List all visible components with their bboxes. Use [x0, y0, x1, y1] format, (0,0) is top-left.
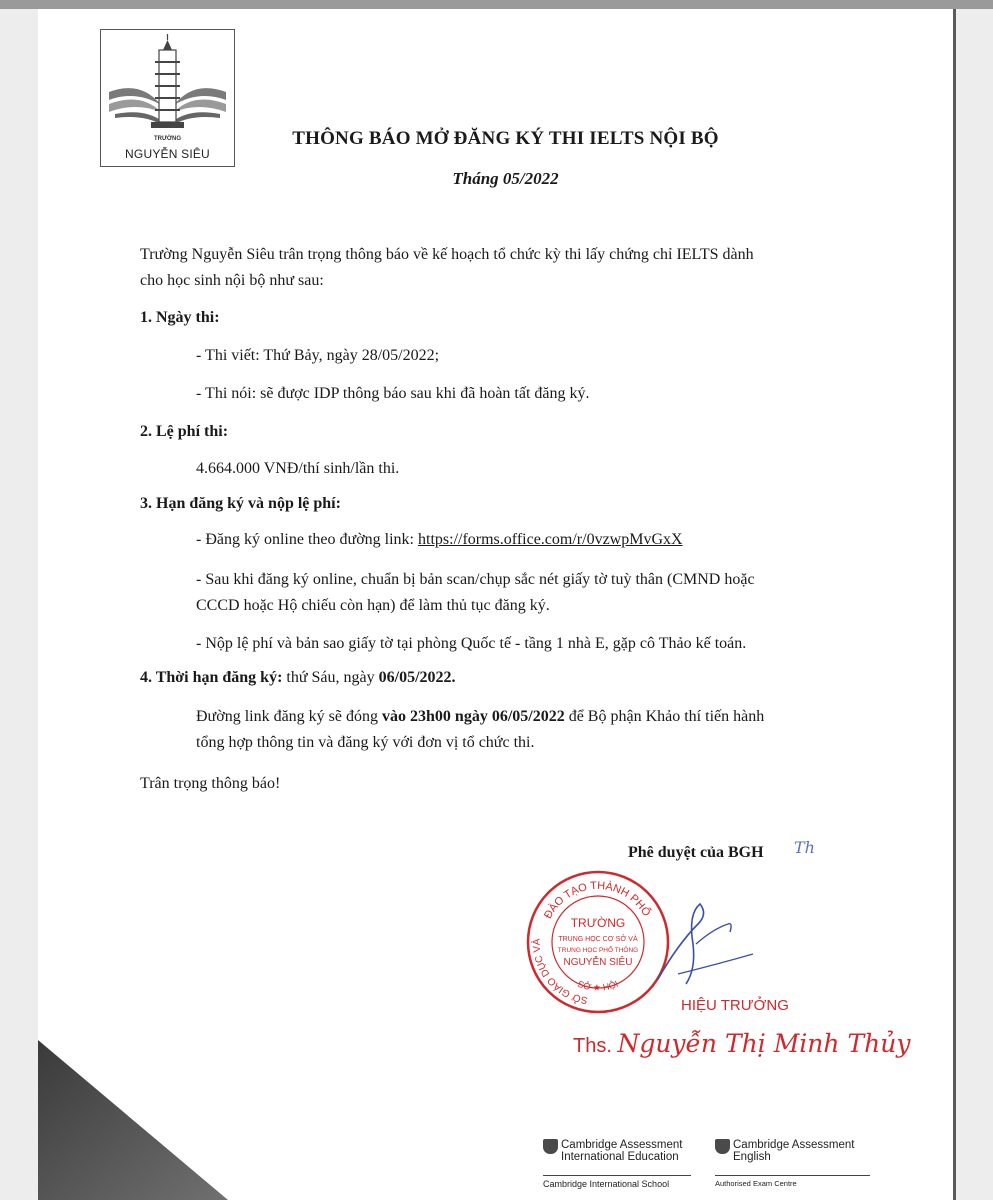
approval-signature-block [518, 829, 911, 1069]
section-4-heading [140, 665, 456, 691]
cambridge-english-subtitle: Authorised Exam Centre [715, 1175, 870, 1188]
closing-line: Trân trọng thông báo! [140, 775, 281, 792]
svg-text:SỞ ★ HỘI: SỞ ★ HỘI [576, 978, 620, 993]
partner-logos [543, 1139, 873, 1199]
approval-initials [790, 829, 840, 859]
principal-fullname: Nguyễn Thị Minh Thủy [617, 1029, 911, 1058]
principal-title: HIỆU TRƯỞNG [681, 997, 789, 1014]
deadline-detail-line-1 [196, 704, 764, 730]
svg-text:TRƯỜNG: TRƯỜNG [570, 916, 626, 930]
svg-text:Th: Th [794, 838, 815, 857]
approval-label: Phê duyệt của BGH [628, 844, 764, 861]
deadline-date: 06/05/2022. [378, 669, 456, 686]
viewer-right-edge [953, 9, 956, 1200]
cambridge-shield-icon [543, 1139, 558, 1154]
decorative-corner-triangle [38, 1040, 228, 1200]
svg-text:TRUNG HỌC CƠ SỞ VÀ: TRUNG HỌC CƠ SỞ VÀ [558, 936, 638, 943]
deadline-detail-c: để Bộ phận Khảo thí tiến hành [564, 708, 765, 725]
logo-school-name: NGUYỄN SIÊU [125, 147, 210, 161]
viewer-top-bar [0, 0, 993, 9]
payment-instruction: - Nộp lệ phí và bản sao giấy tờ tại phòng Quốc tế - tầng 1 nhà E, gặp cô Thảo kế toán. [196, 635, 747, 652]
deadline-detail-line-2: tổng hợp thông tin và đăng ký với đơn vị tổ chức thi. [196, 734, 535, 751]
document-page [38, 9, 953, 1200]
logo-label-small: TRƯỜNG [153, 136, 182, 142]
principal-signature-scribble [638, 884, 768, 994]
deadline-day: thứ Sáu, ngày [282, 669, 379, 686]
cambridge-english-logo: Cambridge Assessment English [715, 1139, 854, 1163]
cambridge-international-subtitle: Cambridge International School [543, 1175, 691, 1189]
section-2-heading: 2. Lệ phí thi: [140, 423, 229, 440]
deadline-label: 4. Thời hạn đăng ký: [140, 669, 283, 686]
exam-fee: 4.664.000 VNĐ/thí sinh/lần thi. [196, 460, 400, 477]
registration-link-line [196, 527, 683, 553]
principal-name [573, 1029, 910, 1058]
registration-link-prefix: - Đăng ký online theo đường link: [196, 531, 418, 548]
svg-text:SỞ GIÁO DỤC VÀ: SỞ GIÁO DỤC VÀ [531, 938, 589, 1006]
intro-line-1: Trường Nguyễn Siêu trân trọng thông báo về kế hoạch tổ chức kỳ thi lấy chứng chỉ IELTS dành [140, 246, 754, 263]
principal-degree: Ths. [573, 1035, 618, 1057]
cambridge-international-logo: Cambridge Assessment International Education [543, 1139, 682, 1163]
registration-link[interactable]: https://forms.office.com/r/0vzwpMvGxX [418, 531, 683, 548]
cambridge-shield-icon [715, 1139, 730, 1154]
exam-date-writing: - Thi viết: Thứ Bảy, ngày 28/05/2022; [196, 347, 440, 364]
deadline-detail-a: Đường link đăng ký sẽ đóng [196, 708, 383, 725]
deadline-detail-time: vào 23h00 ngày 06/05/2022 [382, 708, 565, 725]
exam-date-speaking: - Thi nói: sẽ được IDP thông báo sau khi đã hoàn tất đăng ký. [196, 385, 590, 402]
school-logo [100, 29, 235, 167]
section-1-heading: 1. Ngày thi: [140, 309, 220, 326]
svg-text:ĐÀO TẠO THÀNH PHỐ: ĐÀO TẠO THÀNH PHỐ [542, 879, 653, 921]
section-3-heading: 3. Hạn đăng ký và nộp lệ phí: [140, 495, 341, 512]
documents-line-1: - Sau khi đăng ký online, chuẩn bị bản scan/chụp sắc nét giấy tờ tuỳ thân (CMND hoặc [196, 571, 755, 588]
intro-line-2: cho học sinh nội bộ như sau: [140, 272, 324, 289]
svg-text:NGUYỄN SIÊU: NGUYỄN SIÊU [563, 957, 633, 968]
document-subtitle: Tháng 05/2022 [452, 169, 559, 188]
pagoda-emblem-icon [101, 30, 234, 135]
svg-text:TRUNG HỌC PHỔ THÔNG: TRUNG HỌC PHỔ THÔNG [557, 947, 639, 954]
documents-line-2: CCCD hoặc Hộ chiếu còn hạn) để làm thủ tục đăng ký. [196, 597, 550, 614]
document-title: THÔNG BÁO MỞ ĐĂNG KÝ THI IELTS NỘI BỘ [292, 128, 719, 149]
